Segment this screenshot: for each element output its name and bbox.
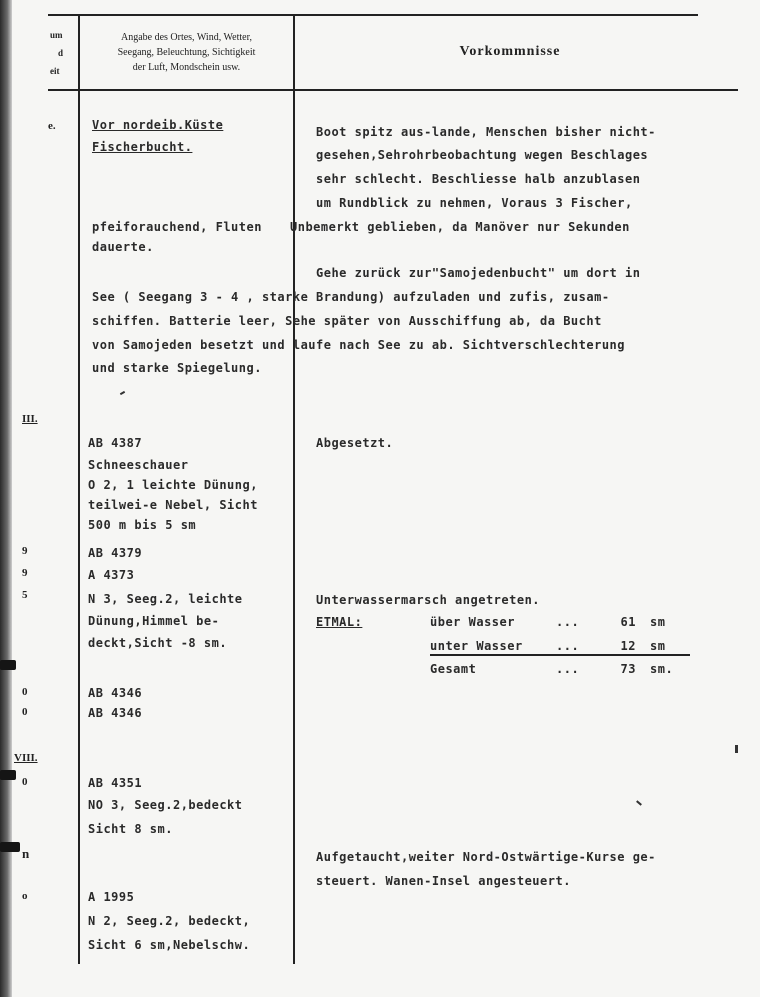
remark-line: Unbemerkt geblieben, da Manöver nur Sekunden bbox=[290, 220, 630, 234]
etmal-row-unit: sm bbox=[650, 615, 666, 629]
header-col1-line: Angabe des Ortes, Wind, Wetter, bbox=[120, 32, 253, 43]
margin-mark: 9 bbox=[22, 545, 28, 557]
remark-line: dauerte. bbox=[92, 240, 154, 254]
position-code: AB 4379 bbox=[88, 546, 143, 560]
header-bottom-rule bbox=[48, 89, 738, 91]
margin-mark: 0 bbox=[22, 706, 28, 718]
remark-line: steuert. Wanen-Insel angesteuert. bbox=[316, 874, 571, 888]
remark-line: Unterwassermarsch angetreten. bbox=[316, 593, 541, 607]
header-col0-line: um bbox=[50, 30, 63, 40]
remark-line: Abgesetzt. bbox=[316, 436, 394, 450]
header-col1-line: Seegang, Beleuchtung, Sichtigkeit bbox=[117, 47, 256, 58]
weather-line: Sicht 8 sm. bbox=[88, 822, 173, 836]
remark-line: gesehen,Sehrohrbeobachtung wegen Beschlages bbox=[316, 148, 649, 162]
etmal-label: ETMAL: bbox=[316, 615, 363, 629]
weather-line: deckt,Sicht -8 sm. bbox=[88, 636, 228, 650]
weather-line: N 2, Seeg.2, bedeckt, bbox=[88, 914, 251, 928]
position-code: AB 4346 bbox=[88, 686, 143, 700]
scan-mark bbox=[0, 770, 16, 780]
scan-mark bbox=[0, 842, 20, 852]
column-divider-2 bbox=[293, 14, 295, 964]
weather-line: 500 m bis 5 sm bbox=[88, 518, 197, 532]
margin-mark: 0 bbox=[22, 686, 28, 698]
position-code: AB 4351 bbox=[88, 776, 143, 790]
weather-line: NO 3, Seeg.2,bedeckt bbox=[88, 798, 243, 812]
remark-line: See ( Seegang 3 - 4 , starke Brandung) aufzuladen und zufis, zusam- bbox=[92, 290, 610, 304]
place-line: Fischerbucht. bbox=[92, 140, 193, 154]
etmal-row-dots: ... bbox=[556, 639, 580, 653]
etmal-row-label: unter Wasser bbox=[430, 639, 523, 653]
position-code: AB 4346 bbox=[88, 706, 143, 720]
remark-line: schiffen. Batterie leer, Sehe später von Ausschiffung ab, da Bucht bbox=[92, 314, 602, 328]
margin-mark: e. bbox=[48, 120, 56, 132]
header-col2: Vorkommnisse bbox=[459, 44, 561, 59]
stray-mark bbox=[636, 800, 642, 805]
place-line: Vor nordeib.Küste bbox=[92, 118, 224, 132]
etmal-row-value: 12 bbox=[620, 639, 636, 653]
sum-rule bbox=[430, 654, 690, 656]
position-code: A 1995 bbox=[88, 890, 135, 904]
position-code: A 4373 bbox=[88, 568, 135, 582]
remark-line: von Samojeden besetzt und laufe nach See zu ab. Sichtverschlechterung bbox=[92, 338, 625, 352]
margin-mark: 5 bbox=[22, 589, 28, 601]
remark-line: pfeiforauchend, Fluten bbox=[92, 220, 262, 234]
remark-line: um Rundblick zu nehmen, Voraus 3 Fischer, bbox=[316, 196, 633, 210]
remark-line: Boot spitz aus-lande, Menschen bisher nicht- bbox=[316, 125, 656, 139]
header-col0-line: eit bbox=[50, 66, 60, 76]
remark-line: Aufgetaucht,weiter Nord-Ostwärtige-Kurse ge- bbox=[316, 850, 656, 864]
top-rule bbox=[48, 14, 698, 16]
weather-line: Schneeschauer bbox=[88, 458, 189, 472]
margin-date: III. bbox=[22, 413, 38, 425]
stray-mark bbox=[735, 745, 738, 753]
margin-mark: o bbox=[22, 890, 28, 902]
column-divider-1 bbox=[78, 14, 80, 964]
etmal-row-label: Gesamt bbox=[430, 662, 477, 676]
stray-mark bbox=[120, 391, 125, 395]
etmal-row-dots: ... bbox=[556, 662, 580, 676]
etmal-row-unit: sm bbox=[650, 639, 666, 653]
header-col1-line: der Luft, Mondschein usw. bbox=[132, 62, 241, 73]
remark-line: sehr schlecht. Beschliesse halb anzublasen bbox=[316, 172, 641, 186]
etmal-row-value: 73 bbox=[620, 662, 636, 676]
etmal-row-label: über Wasser bbox=[430, 615, 515, 629]
scan-mark bbox=[0, 660, 16, 670]
etmal-row-value: 61 bbox=[620, 615, 636, 629]
remark-line: Gehe zurück zur"Samojedenbucht" um dort in bbox=[316, 266, 641, 280]
etmal-row-unit: sm. bbox=[650, 662, 674, 676]
etmal-row-dots: ... bbox=[556, 615, 580, 629]
position-code: AB 4387 bbox=[88, 436, 143, 450]
weather-line: teilwei-e Nebel, Sicht bbox=[88, 498, 258, 512]
weather-line: Sicht 6 sm,Nebelschw. bbox=[88, 938, 251, 952]
margin-mark: n bbox=[22, 846, 30, 861]
margin-mark: 0 bbox=[22, 776, 28, 788]
header-col1 bbox=[80, 30, 293, 75]
margin-mark: 9 bbox=[22, 567, 28, 579]
weather-line: Dünung,Himmel be- bbox=[88, 614, 220, 628]
margin-date: VIII. bbox=[14, 752, 38, 764]
remark-line: und starke Spiegelung. bbox=[92, 361, 262, 375]
weather-line: O 2, 1 leichte Dünung, bbox=[88, 478, 258, 492]
header-col0-line: d bbox=[58, 48, 64, 58]
weather-line: N 3, Seeg.2, leichte bbox=[88, 592, 243, 606]
